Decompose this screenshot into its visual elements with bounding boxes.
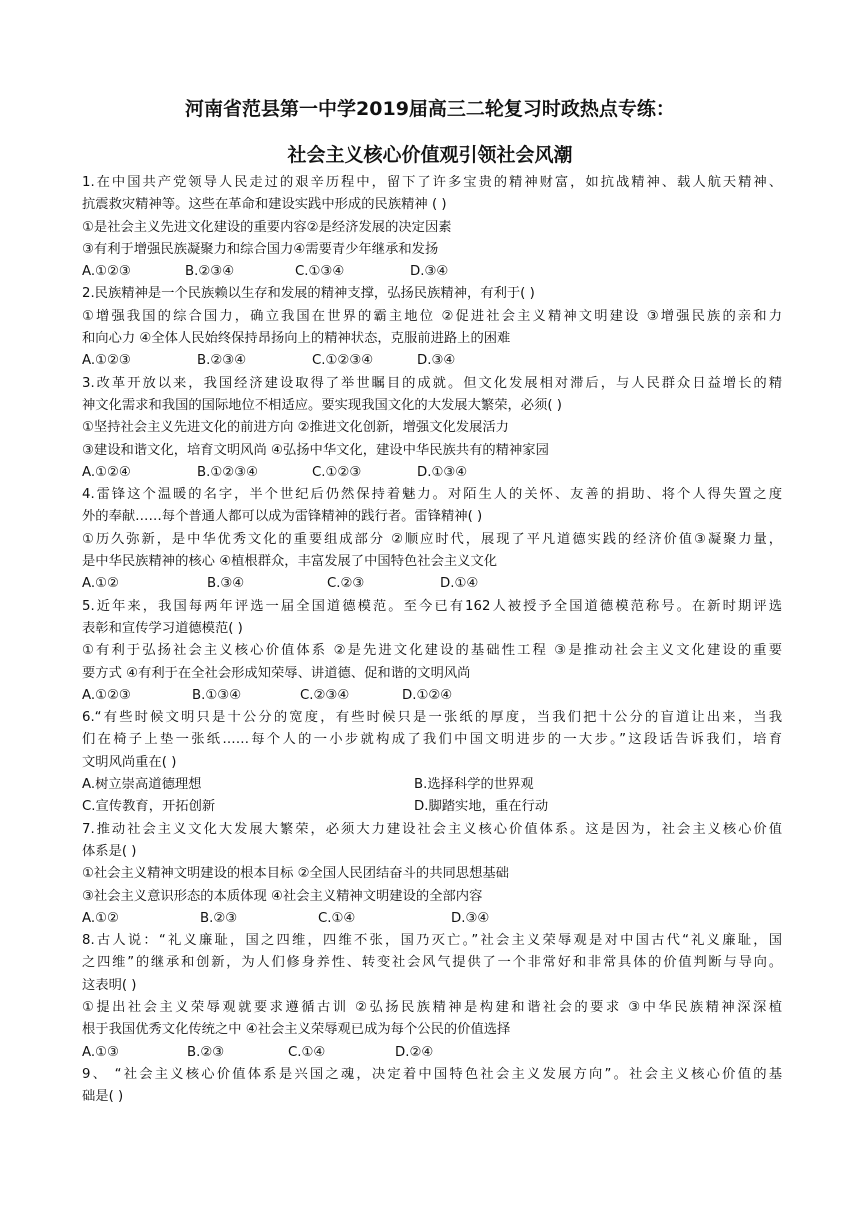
question-text-line: 文明风尚重在( )	[82, 754, 177, 770]
statement-line: 是中华民族精神的核心 ④植根群众，丰富发展了中国特色社会主义文化	[82, 554, 498, 570]
question-text-line: 之四维”的继承和创新，为人们修身养性、转变社会风气提供了一个非常好和非常具体的价值判断与导向。	[82, 955, 782, 971]
option-a: A.①②	[82, 576, 119, 592]
option-d: D.①②④	[402, 687, 453, 703]
option-a: A.①②④	[82, 464, 131, 480]
option-b: B.①③④	[192, 687, 242, 703]
option-b: B.②③	[187, 1044, 225, 1060]
option-d: D.脚踏实地，重在行动	[414, 799, 549, 815]
question-4	[82, 484, 782, 595]
statement-line: ③有利于增强民族凝聚力和综合国力④需要青少年继承和发扬	[82, 241, 439, 257]
question-7	[82, 819, 782, 930]
question-text-line: 外的奉献……每个普通人都可以成为雷锋精神的践行者。雷锋精神( )	[82, 509, 483, 525]
question-text-line: 9、 “社会主义核心价值体系是兴国之魂，决定着中国特色社会主义发展方向”。社会主义核心价值的基	[82, 1066, 782, 1082]
option-b: B.②③	[200, 910, 238, 926]
question-text-line: 8.古人说：“礼义廉耻，国之四维，四维不张，国乃灭亡。”社会主义荣辱观是对中国古代“礼义廉耻，国	[82, 933, 782, 949]
question-3	[82, 373, 782, 484]
option-a: A.①③	[82, 1044, 119, 1060]
question-text-line: 础是( )	[82, 1089, 124, 1105]
option-a: A.①②③	[82, 264, 131, 280]
option-c: C.①③④	[295, 264, 345, 280]
statement-line: ①是社会主义先进文化建设的重要内容②是经济发展的决定因素	[82, 219, 452, 235]
document-title: 河南省范县第一中学2019届高三二轮复习时政热点专练：	[185, 98, 675, 120]
option-d: D.②④	[395, 1044, 434, 1060]
answer-options	[82, 774, 782, 796]
question-text-line: 们在椅子上垫一张纸……每个人的一小步就构成了我们中国文明进步的一大步。”这段话告诉我们，培育	[82, 732, 782, 748]
statement-line: ①增强我国的综合国力，确立我国在世界的霸主地位 ②促进社会主义精神文明建设 ③增强民族的亲和力	[82, 308, 782, 324]
question-8	[82, 930, 782, 1064]
option-c: C.宣传教育，开拓创新	[82, 799, 216, 815]
question-2	[82, 283, 782, 372]
question-9	[82, 1064, 782, 1109]
option-c: C.①②③	[312, 464, 362, 480]
option-d: D.③④	[410, 264, 449, 280]
document-subtitle: 社会主义核心价值观引领社会风潮	[287, 144, 573, 166]
question-text-line: 4.雷锋这个温暖的名字，半个世纪后仍然保持着魅力。对陌生人的关怀、友善的捐助、将个人得失置之度	[82, 487, 782, 503]
statement-line: ①社会主义精神文明建设的根本目标 ②全国人民团结奋斗的共同思想基础	[82, 866, 509, 882]
option-d: D.③④	[451, 910, 490, 926]
question-text-line: 抗震救灾精神等。这些在革命和建设实践中形成的民族精神 ( )	[82, 197, 447, 213]
question-text-line: 这表明( )	[82, 977, 137, 993]
statement-line: ①坚持社会主义先进文化的前进方向 ②推进文化创新，增强文化发展活力	[82, 420, 509, 436]
answer-options	[82, 908, 782, 930]
option-a: A.①②③	[82, 353, 131, 369]
question-text-line: 6.“有些时候文明只是十公分的宽度，有些时候只是一张纸的厚度，当我们把十公分的盲道让出来，当我	[82, 710, 782, 726]
answer-options	[82, 573, 782, 595]
answer-options	[82, 796, 782, 818]
question-text-line: 2.民族精神是一个民族赖以生存和发展的精神支撑，弘扬民族精神，有利于( )	[82, 286, 535, 302]
statement-line: 要方式 ④有利于在全社会形成知荣辱、讲道德、促和谐的文明风尚	[82, 665, 471, 681]
question-5	[82, 596, 782, 707]
statement-line: ③社会主义意识形态的本质体现 ④社会主义精神文明建设的全部内容	[82, 888, 483, 904]
option-a: A.①②	[82, 910, 119, 926]
statement-line: 和向心力 ④全体人民始终保持昂扬向上的精神状态，克服前进路上的困难	[82, 331, 511, 347]
question-text-line: 1.在中国共产党领导人民走过的艰辛历程中，留下了许多宝贵的精神财富，如抗战精神、载人航天精神、	[82, 175, 782, 190]
answer-options	[82, 1042, 782, 1064]
answer-options	[82, 462, 782, 484]
option-b: B.②③④	[185, 264, 235, 280]
option-b: B.③④	[207, 576, 245, 592]
option-a: A.①②③	[82, 687, 131, 703]
statement-line: ①提出社会主义荣辱观就要求遵循古训 ②弘扬民族精神是构建和谐社会的要求 ③中华民族精神深深植	[82, 999, 782, 1015]
option-b: B.①②③④	[197, 464, 259, 480]
option-b: B.②③④	[197, 353, 247, 369]
question-text-line: 体系是( )	[82, 843, 137, 859]
question-text-line: 3.改革开放以来，我国经济建设取得了举世瞩目的成就。但文化发展相对滞后，与人民群众日益增长的精	[82, 375, 782, 391]
question-list	[82, 172, 782, 1108]
option-a: A.树立崇高道德理想	[82, 777, 202, 793]
option-b: B.选择科学的世界观	[414, 777, 534, 793]
statement-line: ①历久弥新，是中华优秀文化的重要组成部分 ②顺应时代，展现了平凡道德实践的经济价值③凝聚力量，	[82, 531, 782, 547]
answer-options	[82, 350, 782, 372]
answer-options	[82, 685, 782, 707]
option-c: C.①④	[318, 910, 356, 926]
question-1	[82, 172, 782, 283]
option-d: D.①④	[440, 576, 479, 592]
option-d: D.③④	[417, 353, 456, 369]
statement-line: ①有利于弘扬社会主义核心价值体系 ②是先进文化建设的基础性工程 ③是推动社会主义文化建设的重要	[82, 643, 782, 659]
question-6	[82, 707, 782, 818]
question-text-line: 5.近年来，我国每两年评选一届全国道德模范。至今已有162人被授予全国道德模范称号。在新时期评选	[82, 598, 782, 614]
question-text-line: 7.推动社会主义文化大发展大繁荣，必须大力建设社会主义核心价值体系。这是因为，社会主义核心价值	[82, 821, 782, 837]
option-c: C.①④	[288, 1044, 326, 1060]
statement-line: 根于我国优秀文化传统之中 ④社会主义荣辱观已成为每个公民的价值选择	[82, 1022, 511, 1038]
answer-options	[82, 261, 782, 283]
option-c: C.②③④	[300, 687, 350, 703]
statement-line: ③建设和谐文化，培育文明风尚 ④弘扬中华文化，建设中华民族共有的精神家园	[82, 442, 549, 458]
option-c: C.②③	[327, 576, 365, 592]
question-text-line: 神文化需求和我国的国际地位不相适应。要实现我国文化的大发展大繁荣，必须( )	[82, 397, 562, 413]
option-d: D.①③④	[417, 464, 468, 480]
option-c: C.①②③④	[312, 353, 374, 369]
question-text-line: 表彰和宣传学习道德模范( )	[82, 620, 243, 636]
